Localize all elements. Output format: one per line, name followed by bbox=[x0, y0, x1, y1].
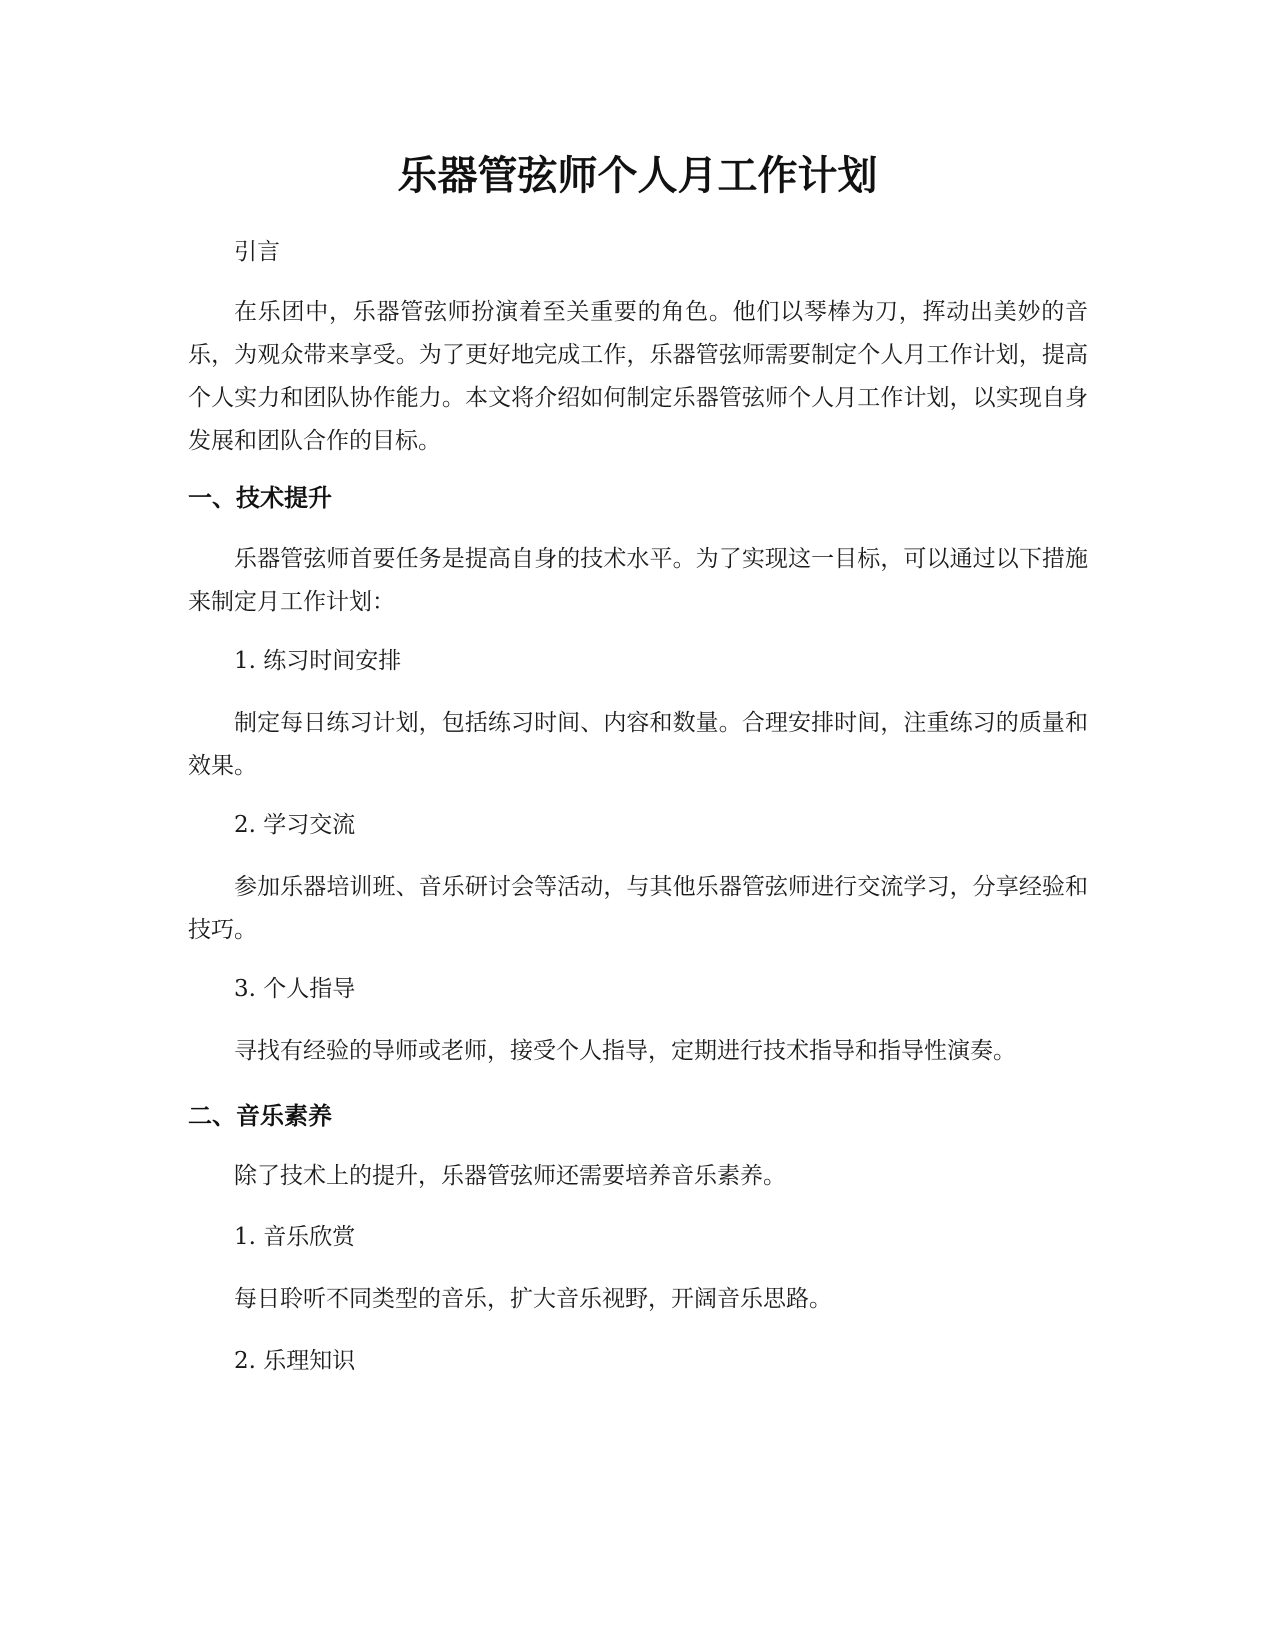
intro-label: 引言 bbox=[234, 239, 280, 265]
item-label-learning-exchange: 2. 学习交流 bbox=[234, 812, 356, 838]
item-label-personal-guidance: 3. 个人指导 bbox=[234, 976, 356, 1002]
item-text-music-appreciation: 每日聆听不同类型的音乐，扩大音乐视野，开阔音乐思路。 bbox=[234, 1286, 832, 1312]
intro-paragraph: 在乐团中，乐器管弦师扮演着至关重要的角色。他们以琴棒为刀，挥动出美妙的音乐，为观众带来享受。为了更好地完成工作，乐器管弦师需要制定个人月工作计划，提高个人实力和团队协作能力。本文将介绍如何制定乐器管弦师个人月工作计划，以实现自身发展和团队合作的目标。 bbox=[188, 299, 1088, 454]
item-text-learning-exchange: 参加乐器培训班、音乐研讨会等活动，与其他乐器管弦师进行交流学习，分享经验和技巧。 bbox=[188, 874, 1088, 943]
item-text-personal-guidance: 寻找有经验的导师或老师，接受个人指导，定期进行技术指导和指导性演奏。 bbox=[234, 1038, 1016, 1064]
document-title: 乐器管弦师个人月工作计划 bbox=[397, 153, 878, 199]
section-intro-technique: 乐器管弦师首要任务是提高自身的技术水平。为了实现这一目标，可以通过以下措施来制定月工作计划： bbox=[188, 546, 1088, 615]
item-text-practice-schedule: 制定每日练习计划，包括练习时间、内容和数量。合理安排时间，注重练习的质量和效果。 bbox=[188, 710, 1088, 779]
section-heading-musicianship: 二、音乐素养 bbox=[188, 1102, 332, 1130]
item-label-practice-schedule: 1. 练习时间安排 bbox=[234, 648, 402, 674]
item-label-music-appreciation: 1. 音乐欣赏 bbox=[234, 1224, 356, 1250]
section-heading-technique: 一、技术提升 bbox=[188, 484, 332, 512]
item-label-music-theory: 2. 乐理知识 bbox=[234, 1348, 356, 1374]
section-intro-musicianship: 除了技术上的提升，乐器管弦师还需要培养音乐素养。 bbox=[234, 1163, 786, 1189]
